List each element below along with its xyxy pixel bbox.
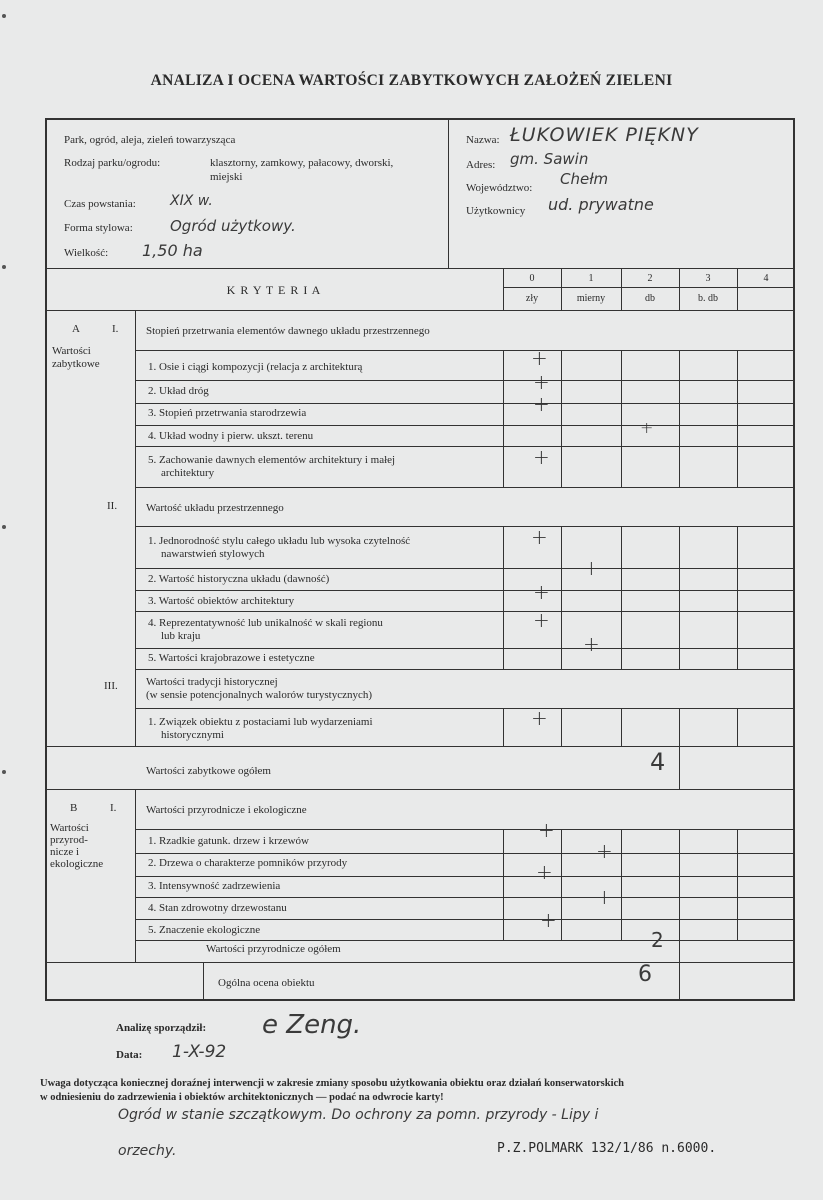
a1-item-1: 1. Osie i ciągi kompozycji (relacja z architekturą (148, 361, 363, 373)
a2-item-1: 1. Jednorodność stylu całego układu lub wysoka czytelność (148, 535, 411, 547)
punch-hole (2, 14, 6, 18)
date-value: 1-X-92 (172, 1042, 227, 1062)
type-label: Park, ogród, aleja, zieleń towarzysząca (64, 134, 236, 146)
a2-item-4-cont: lub kraju (161, 630, 201, 642)
mark-a1-3: + (533, 392, 550, 416)
b1-item-3: 3. Intensywność zadrzewienia (148, 880, 281, 892)
mark-a2-3: + (533, 580, 550, 604)
mark-b1-1: + (538, 818, 555, 842)
a3-item-1-cont: historycznymi (161, 729, 224, 741)
section-a-group1-title: Stopień przetrwania elementów dawnego układu przestrzennego (146, 325, 430, 337)
section-a-group2-num: II. (107, 500, 118, 512)
intervention-note: Uwaga dotycząca koniecznej doraźnej interwencji w zakresie zmiany sposobu użytkowania obiektu oraz działań konserwatorskich (40, 1078, 624, 1089)
users-label: Użytkownicy (466, 205, 526, 217)
size-value: 1,50 ha (142, 241, 203, 260)
address-value: gm. Sawin (510, 150, 589, 168)
kind-options: klasztorny, zamkowy, pałacowy, dworski, (210, 157, 394, 169)
mark-b1-2: + (596, 839, 613, 863)
voivodeship-value: Chełm (560, 170, 609, 188)
a1-item-3: 3. Stopień przetrwania starodrzewia (148, 407, 307, 419)
mark-a3-1: + (531, 706, 548, 730)
section-b-label-2: przyrod- (50, 834, 88, 846)
section-b-total-label: Wartości przyrodnicze ogółem (206, 943, 341, 955)
mark-a2-4: + (533, 608, 550, 632)
b1-item-5: 5. Znaczenie ekologiczne (148, 924, 261, 936)
mark-b1-3: + (536, 860, 553, 884)
punch-hole (2, 770, 6, 774)
score-3: 3 (705, 273, 711, 284)
b1-item-4: 4. Stan zdrowotny drzewostanu (148, 902, 287, 914)
users-value: ud. prywatne (548, 195, 654, 214)
a1-item-5-cont: architektury (161, 467, 215, 479)
mark-a1-4: + (640, 418, 654, 437)
a2-item-4: 4. Reprezentatywność lub unikalność w skali regionu (148, 617, 383, 629)
section-a-group3-title: Wartości tradycji historycznej (146, 676, 278, 688)
section-a-label-2: zabytkowe (52, 358, 100, 370)
prepared-label: Analizę sporządził: (116, 1022, 207, 1034)
section-a-letter: A (72, 323, 80, 335)
mark-a2-5: + (583, 632, 600, 656)
overall-label: Ogólna ocena obiektu (218, 977, 315, 989)
name-label: Nazwa: (466, 134, 500, 146)
mark-a2-1: + (531, 525, 548, 549)
section-b-letter: B (70, 802, 78, 814)
score-name-2: db (645, 293, 655, 304)
section-a-group3-title-2: (w sensie potencjonalnych walorów turystycznych) (146, 689, 373, 701)
style-label: Forma stylowa: (64, 222, 133, 234)
score-1: 1 (588, 273, 594, 284)
mark-b1-4: + (596, 885, 613, 909)
kind-label: Rodzaj parku/ogrodu: (64, 157, 161, 169)
voivodeship-label: Województwo: (466, 182, 533, 194)
punch-hole (2, 525, 6, 529)
section-b-total-value: 2 (651, 928, 664, 952)
style-value: Ogród użytkowy. (170, 217, 296, 235)
punch-hole (2, 265, 6, 269)
era-value: XIX w. (170, 193, 213, 209)
name-value: ŁUKOWIEK PIĘKNY (510, 124, 699, 146)
mark-b1-5: + (540, 908, 557, 932)
section-b-group1-title: Wartości przyrodnicze i ekologiczne (146, 804, 307, 816)
mark-a2-2: + (583, 556, 600, 580)
a1-item-4: 4. Układ wodny i pierw. ukszt. terenu (148, 430, 314, 442)
section-b-label-3: nicze i (50, 846, 80, 858)
a2-item-2: 2. Wartość historyczna układu (dawność) (148, 573, 330, 585)
section-a-group3-num: III. (104, 680, 118, 692)
section-b-label-4: ekologiczne (50, 858, 104, 870)
section-a-total-value: 4 (650, 748, 666, 776)
a2-item-5: 5. Wartości krajobrazowe i estetyczne (148, 652, 315, 664)
a2-item-1-cont: nawarstwień stylowych (161, 548, 265, 560)
a1-item-5: 5. Zachowanie dawnych elementów architektury i małej (148, 454, 396, 466)
section-a-group1-num: I. (112, 323, 119, 335)
b1-item-2: 2. Drzewa o charakterze pomników przyrody (148, 857, 348, 869)
prepared-signature: e Zeng. (262, 1010, 362, 1040)
score-0: 0 (529, 273, 535, 284)
overall-value: 6 (638, 962, 652, 987)
section-a-label: Wartości (52, 345, 91, 357)
b1-item-1: 1. Rzadkie gatunk. drzew i krzewów (148, 835, 309, 847)
section-a-group2-title: Wartość układu przestrzennego (146, 502, 284, 514)
mark-a1-5: + (533, 445, 550, 469)
a2-item-3: 3. Wartość obiektów architektury (148, 595, 295, 607)
intervention-note-2: w odniesieniu do zadrzewienia i obiektów architektonicznych — podać na odwrocie karty! (40, 1092, 444, 1103)
mark-a1-1: + (531, 346, 548, 370)
score-name-1: mierny (576, 293, 606, 304)
handwritten-note-2: orzechy. (118, 1143, 177, 1159)
section-b-label: Wartości (50, 822, 89, 834)
date-label: Data: (116, 1049, 143, 1061)
section-b-group1-num: I. (110, 802, 117, 814)
print-code: P.Z.POLMARK 132/1/86 n.6000. (497, 1141, 717, 1156)
a1-item-2: 2. Układ dróg (148, 385, 209, 397)
score-2: 2 (647, 273, 653, 284)
era-label: Czas powstania: (64, 198, 136, 210)
score-4: 4 (763, 273, 769, 284)
section-a-total-label: Wartości zabytkowe ogółem (146, 765, 271, 777)
kind-options-2: miejski (210, 171, 243, 183)
score-name-3: b. db (698, 293, 718, 304)
size-label: Wielkość: (64, 247, 109, 259)
criteria-heading: K R Y T E R I A (226, 283, 322, 297)
score-name-0: zły (525, 293, 539, 304)
mark-a1-2: + (533, 370, 550, 394)
handwritten-note: Ogród w stanie szczątkowym. Do ochrony za pomn. przyrody - Lipy i (118, 1107, 599, 1123)
form-title: ANALIZA I OCENA WARTOŚCI ZABYTKOWYCH ZAŁOŻEŃ ZIELENI (150, 72, 673, 89)
address-label: Adres: (466, 159, 496, 171)
a3-item-1: 1. Związek obiektu z postaciami lub wydarzeniami (148, 716, 373, 728)
